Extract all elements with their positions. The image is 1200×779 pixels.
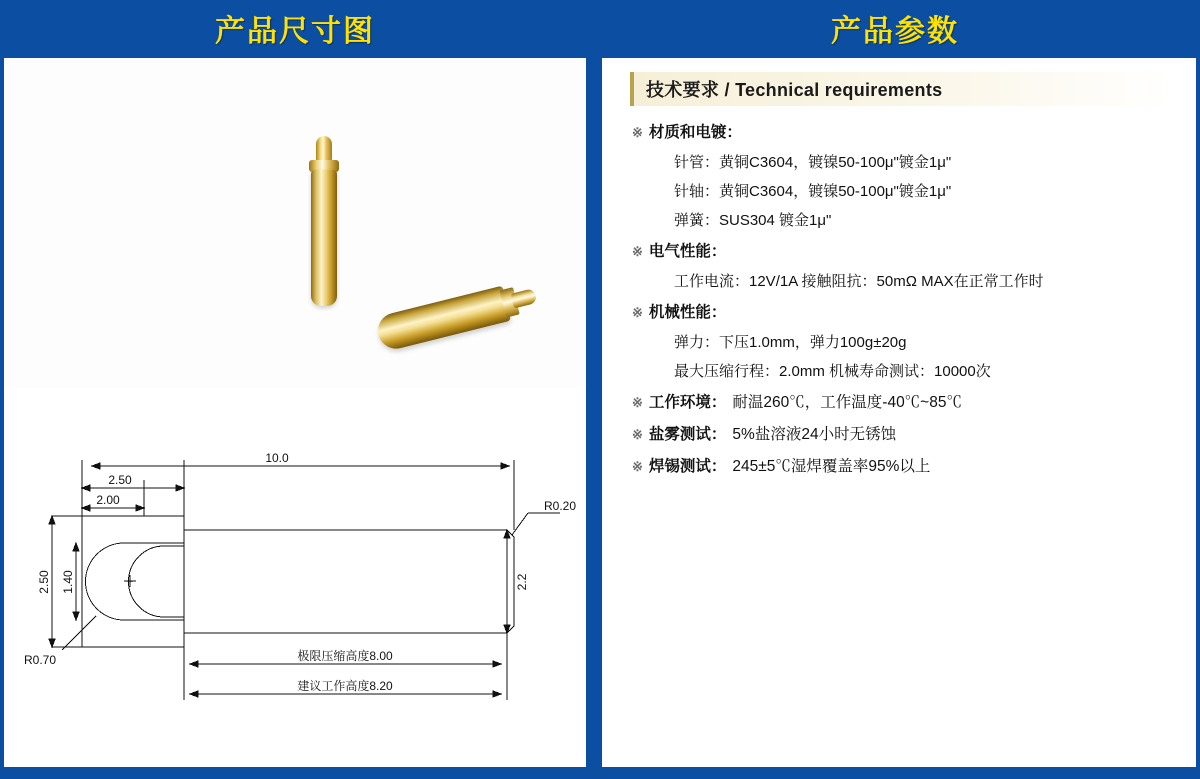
label-250-left: 2.50 [37, 570, 51, 594]
label-22: 2.2 [515, 573, 529, 591]
right-header [590, 0, 1200, 56]
label-compress: 极限压缩高度8.00 [297, 649, 393, 663]
bullet-icon: ※ [632, 305, 643, 320]
spec-group-header [632, 420, 1188, 450]
label-center-mark: + [126, 576, 134, 588]
label-140: 1.40 [61, 570, 75, 594]
spec-group-mechanical [632, 298, 1188, 386]
spec-group-header [632, 237, 1188, 267]
tech-requirements-bar [630, 72, 1170, 106]
pin-barrel-2 [374, 286, 511, 353]
label-total: 10.0 [265, 451, 289, 465]
spec-inline-value: 耐温260℃，工作温度-40℃~85℃ [732, 394, 962, 411]
spec-title: 电气性能： [648, 243, 727, 260]
left-title: 产品尺寸图 [215, 15, 375, 48]
spec-title: 工作环境： [648, 394, 727, 411]
pogo-pin-vertical-image [306, 136, 342, 306]
spec-line: 针管：黄铜C3604，镀镍50-100μ"镀金1μ" [674, 154, 952, 171]
pin-barrel [311, 170, 337, 306]
spec-group-material [632, 118, 1188, 235]
spec-group-environment [632, 388, 1188, 418]
head-inner-arc [128, 546, 184, 617]
label-work: 建议工作高度8.20 [297, 679, 393, 693]
spec-group-electrical [632, 237, 1188, 296]
spec-line: 针轴：黄铜C3604，镀镍50-100μ"镀金1μ" [674, 183, 952, 200]
spec-inline-value: 5%盐溶液24小时无锈蚀 [732, 426, 897, 443]
bullet-icon: ※ [632, 427, 643, 442]
spec-title: 盐雾测试： [648, 426, 727, 443]
product-photo [4, 58, 586, 388]
spec-list [632, 118, 1188, 484]
technical-drawing [4, 388, 586, 768]
spec-title: 焊锡测试： [648, 458, 727, 475]
tech-requirements-title: 技术要求 / Technical requirements [646, 80, 943, 100]
label-r070: R0.70 [23, 653, 57, 667]
left-header [0, 0, 590, 56]
spec-group-header [632, 452, 1188, 482]
dimension-panel [2, 56, 588, 769]
spec-group-saltspray [632, 420, 1188, 450]
bullet-icon: ※ [632, 459, 643, 474]
spec-title: 材质和电镀： [648, 124, 742, 141]
spec-group-header [632, 118, 1188, 148]
spec-line: 弹簧：SUS304 镀金1μ" [674, 212, 832, 229]
drawing-svg [4, 388, 586, 768]
label-250-top: 2.50 [108, 473, 132, 487]
bullet-icon: ※ [632, 244, 643, 259]
spec-group-header [632, 298, 1188, 328]
pin-tip-2 [511, 288, 538, 308]
spec-line: 最大压缩行程：2.0mm 机械寿命测试：10000次 [674, 363, 991, 380]
spec-title: 机械性能： [648, 304, 727, 321]
spec-line: 弹力：下压1.0mm，弹力100g±20g [674, 334, 907, 351]
right-title: 产品参数 [831, 15, 959, 48]
label-r020: R0.20 [543, 499, 577, 513]
pin-body-outline [184, 530, 514, 633]
pin-tip [316, 136, 332, 162]
bullet-icon: ※ [632, 125, 643, 140]
spec-line: 工作电流：12V/1A 接触阻抗：50mΩ MAX在正常工作时 [674, 273, 1044, 290]
spec-group-header [632, 388, 1188, 418]
r070-leader [62, 616, 96, 650]
bullet-icon: ※ [632, 395, 643, 410]
pogo-pin-horizontal-image [334, 263, 545, 379]
parameters-panel [600, 56, 1198, 769]
label-200: 2.00 [96, 493, 120, 507]
spec-group-solder [632, 452, 1188, 482]
spec-inline-value: 245±5℃湿焊覆盖率95%以上 [732, 458, 931, 475]
